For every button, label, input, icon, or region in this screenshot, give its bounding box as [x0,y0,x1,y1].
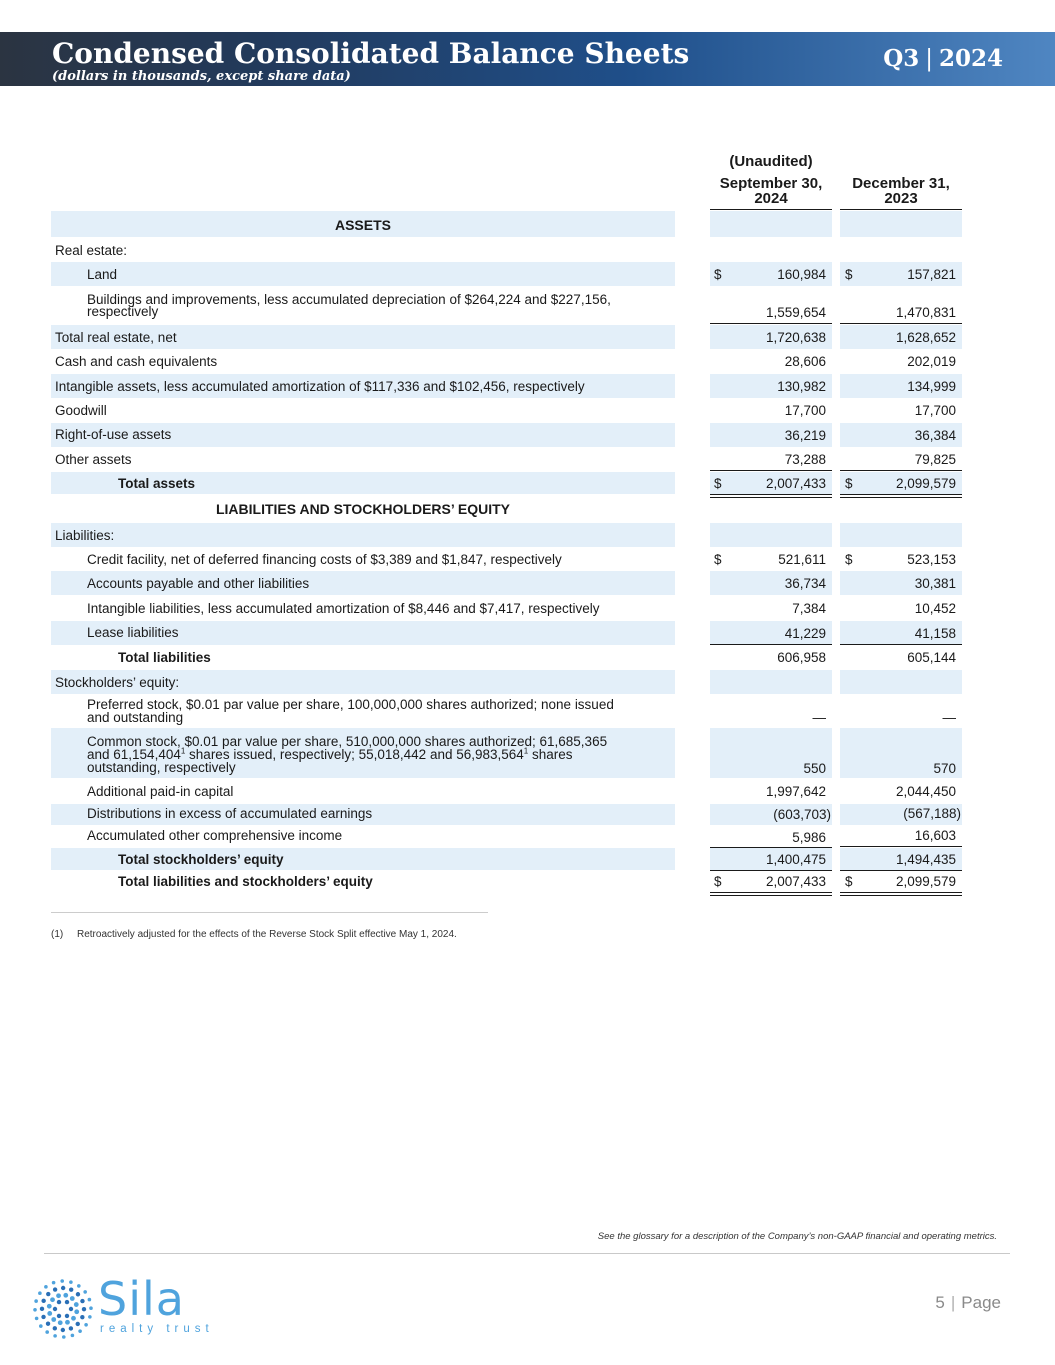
footnote-text: Retroactively adjusted for the effects of the Reverse Stock Split effective May 1, 2024. [77,929,457,940]
row-label: Preferred stock, $0.01 par value per share, 100,000,000 shares authorized; none issued [87,697,614,712]
row-label: Right-of-use assets [55,427,172,442]
value-col2: 2,099,579 [895,476,956,491]
year: 2024 [938,45,1003,72]
footnote-divider [51,912,488,913]
value-col1: 5,986 [792,830,826,845]
value-col1: (603,703) [773,807,831,822]
value-col2: 41,158 [914,626,956,641]
value-col1: 28,606 [784,354,826,369]
page-number-value: 5 [935,1293,945,1312]
value-col2: 2,044,450 [895,784,956,799]
footnote-ref: 1 [180,746,186,756]
value-col2: 570 [933,761,956,776]
equity-label: Stockholders’ equity: [55,675,180,690]
row-label: Intangible assets, less accumulated amortization of $117,336 and $102,456, respectively [55,379,585,394]
value-col1: 2,007,433 [765,476,826,491]
row-label: Additional paid-in capital [87,784,234,799]
value-col1: 17,700 [784,403,826,418]
row-label-cont: respectively [87,304,159,319]
col2-year: 2023 [884,190,918,207]
row-label: Accumulated other comprehensive income [87,828,343,843]
value-col2: 605,144 [907,650,956,665]
liabilities-equity-heading: LIABILITIES AND STOCKHOLDERS’ EQUITY [215,501,511,517]
sila-logo [30,1272,220,1342]
col2-date: December 31, [852,175,950,192]
row-label: Land [87,267,118,282]
subtotal-rule [840,323,962,324]
col2-header [836,176,966,206]
subtotal-rule [710,323,832,324]
value-col2: 36,384 [914,428,956,443]
subtotal-rule [710,470,832,471]
subtotal-rule [840,846,962,847]
value-col2: 30,381 [914,576,956,591]
glossary-note: See the glossary for a description of the Company’s non-GAAP financial and operating metrics. [597,1231,997,1242]
total-double-rule [710,892,832,896]
footnote-ref: 1 [523,746,529,756]
value-col2: 79,825 [914,452,956,467]
value-col2: 2,099,579 [895,874,956,889]
value-col2: 523,153 [907,552,956,567]
row-label-cont: outstanding, respectively [87,760,236,775]
row-label: Intangible liabilities, less accumulated amortization of $8,446 and $7,417, respectively [87,601,600,616]
row-label: Cash and cash equivalents [55,354,218,369]
subtotal-rule [840,644,962,645]
page-label: Page [961,1293,1001,1312]
subtotal-rule [840,870,962,871]
row-label: Lease liabilities [87,625,179,640]
dollar-sign: $ [845,267,853,282]
header-rule-2 [840,209,962,210]
row-label: Credit facility, net of deferred financing costs of $3,389 and $1,847, respectively [87,552,562,567]
period-label: Q3 | 2024 [883,45,1003,72]
value-col2: 16,603 [914,828,956,843]
subtotal-rule [840,470,962,471]
value-col2: 202,019 [907,354,956,369]
dollar-sign: $ [845,552,853,567]
value-col2: (567,188) [903,806,961,821]
value-col1: 41,229 [784,626,826,641]
dollar-sign: $ [714,267,722,282]
dollar-sign: $ [714,874,722,889]
value-col1: 550 [803,761,826,776]
row-label: Distributions in excess of accumulated earnings [87,806,373,821]
value-col1: 36,734 [784,576,826,591]
value-col1: 73,288 [784,452,826,467]
logo-wordmark: Sila [98,1272,185,1326]
value-col1: 1,720,638 [765,330,826,345]
row-label: Total liabilities [118,650,211,665]
logo-tagline: realty trust [100,1323,214,1335]
total-double-rule [840,494,962,498]
dollar-sign: $ [845,874,853,889]
total-double-rule [710,494,832,498]
subtotal-rule [710,870,832,871]
row-label: Total stockholders’ equity [118,852,284,867]
value-col1: 606,958 [777,650,826,665]
value-col2: 134,999 [907,379,956,394]
value-col1: 160,984 [777,267,826,282]
row-label: Other assets [55,452,132,467]
subtotal-rule [710,847,832,848]
unaudited-label: (Unaudited) [729,153,813,170]
real-estate-label: Real estate: [55,243,128,258]
dollar-sign: $ [845,476,853,491]
value-col1: 1,559,654 [765,305,826,320]
value-col1: 2,007,433 [765,874,826,889]
row-label-cont: and outstanding [87,710,184,725]
value-col2: 17,700 [914,403,956,418]
value-col1: 1,997,642 [765,784,826,799]
value-col2: 10,452 [914,601,956,616]
quarter: Q3 [883,45,920,72]
liabilities-label: Liabilities: [55,528,115,543]
value-col2: 1,470,831 [895,305,956,320]
value-col2: — [942,710,956,725]
total-double-rule [840,892,962,896]
footnote [51,929,457,940]
label-part: shares [528,747,573,762]
row-label: Accounts payable and other liabilities [87,576,310,591]
value-col1: 36,219 [784,428,826,443]
value-col1: 130,982 [777,379,826,394]
row-label: Total liabilities and stockholders’ equity [118,874,373,889]
header-rule-1 [710,209,832,210]
value-col1: 7,384 [792,601,826,616]
subtotal-rule [710,644,832,645]
value-col1: — [812,710,826,725]
col1-header [706,176,836,206]
value-col1: 521,611 [778,552,826,567]
value-col2: 1,628,652 [895,330,956,345]
dollar-sign: $ [714,476,722,491]
row-label: Common stock, $0.01 par value per share, 510,000,000 shares authorized; 61,685,365 [87,734,608,749]
col1-date: September 30, [719,175,823,192]
label-part: and 61,154,404 [87,747,181,762]
label-part: shares issued, respectively; 55,018,442 and 56,983,564 [185,747,524,762]
row-label: Goodwill [55,403,107,418]
header-banner [0,32,1055,86]
row-label: Total real estate, net [55,330,177,345]
footnote-number: (1) [51,929,64,940]
footer-divider [44,1253,1010,1254]
value-col2: 157,821 [907,267,956,282]
assets-heading: ASSETS [334,217,391,233]
sunburst-logo-icon [30,1276,96,1342]
page-subtitle: (dollars in thousands, except share data) [52,69,351,84]
row-label: Total assets [118,476,196,491]
value-col2: 1,494,435 [895,852,956,867]
col1-year: 2024 [754,190,788,207]
page-title: Condensed Consolidated Balance Sheets [52,37,690,70]
page-number: 5 | Page [935,1293,1001,1312]
value-col1: 1,400,475 [765,852,826,867]
row-label: Buildings and improvements, less accumulated depreciation of $264,224 and $227,156, [87,292,611,307]
dollar-sign: $ [714,552,722,567]
